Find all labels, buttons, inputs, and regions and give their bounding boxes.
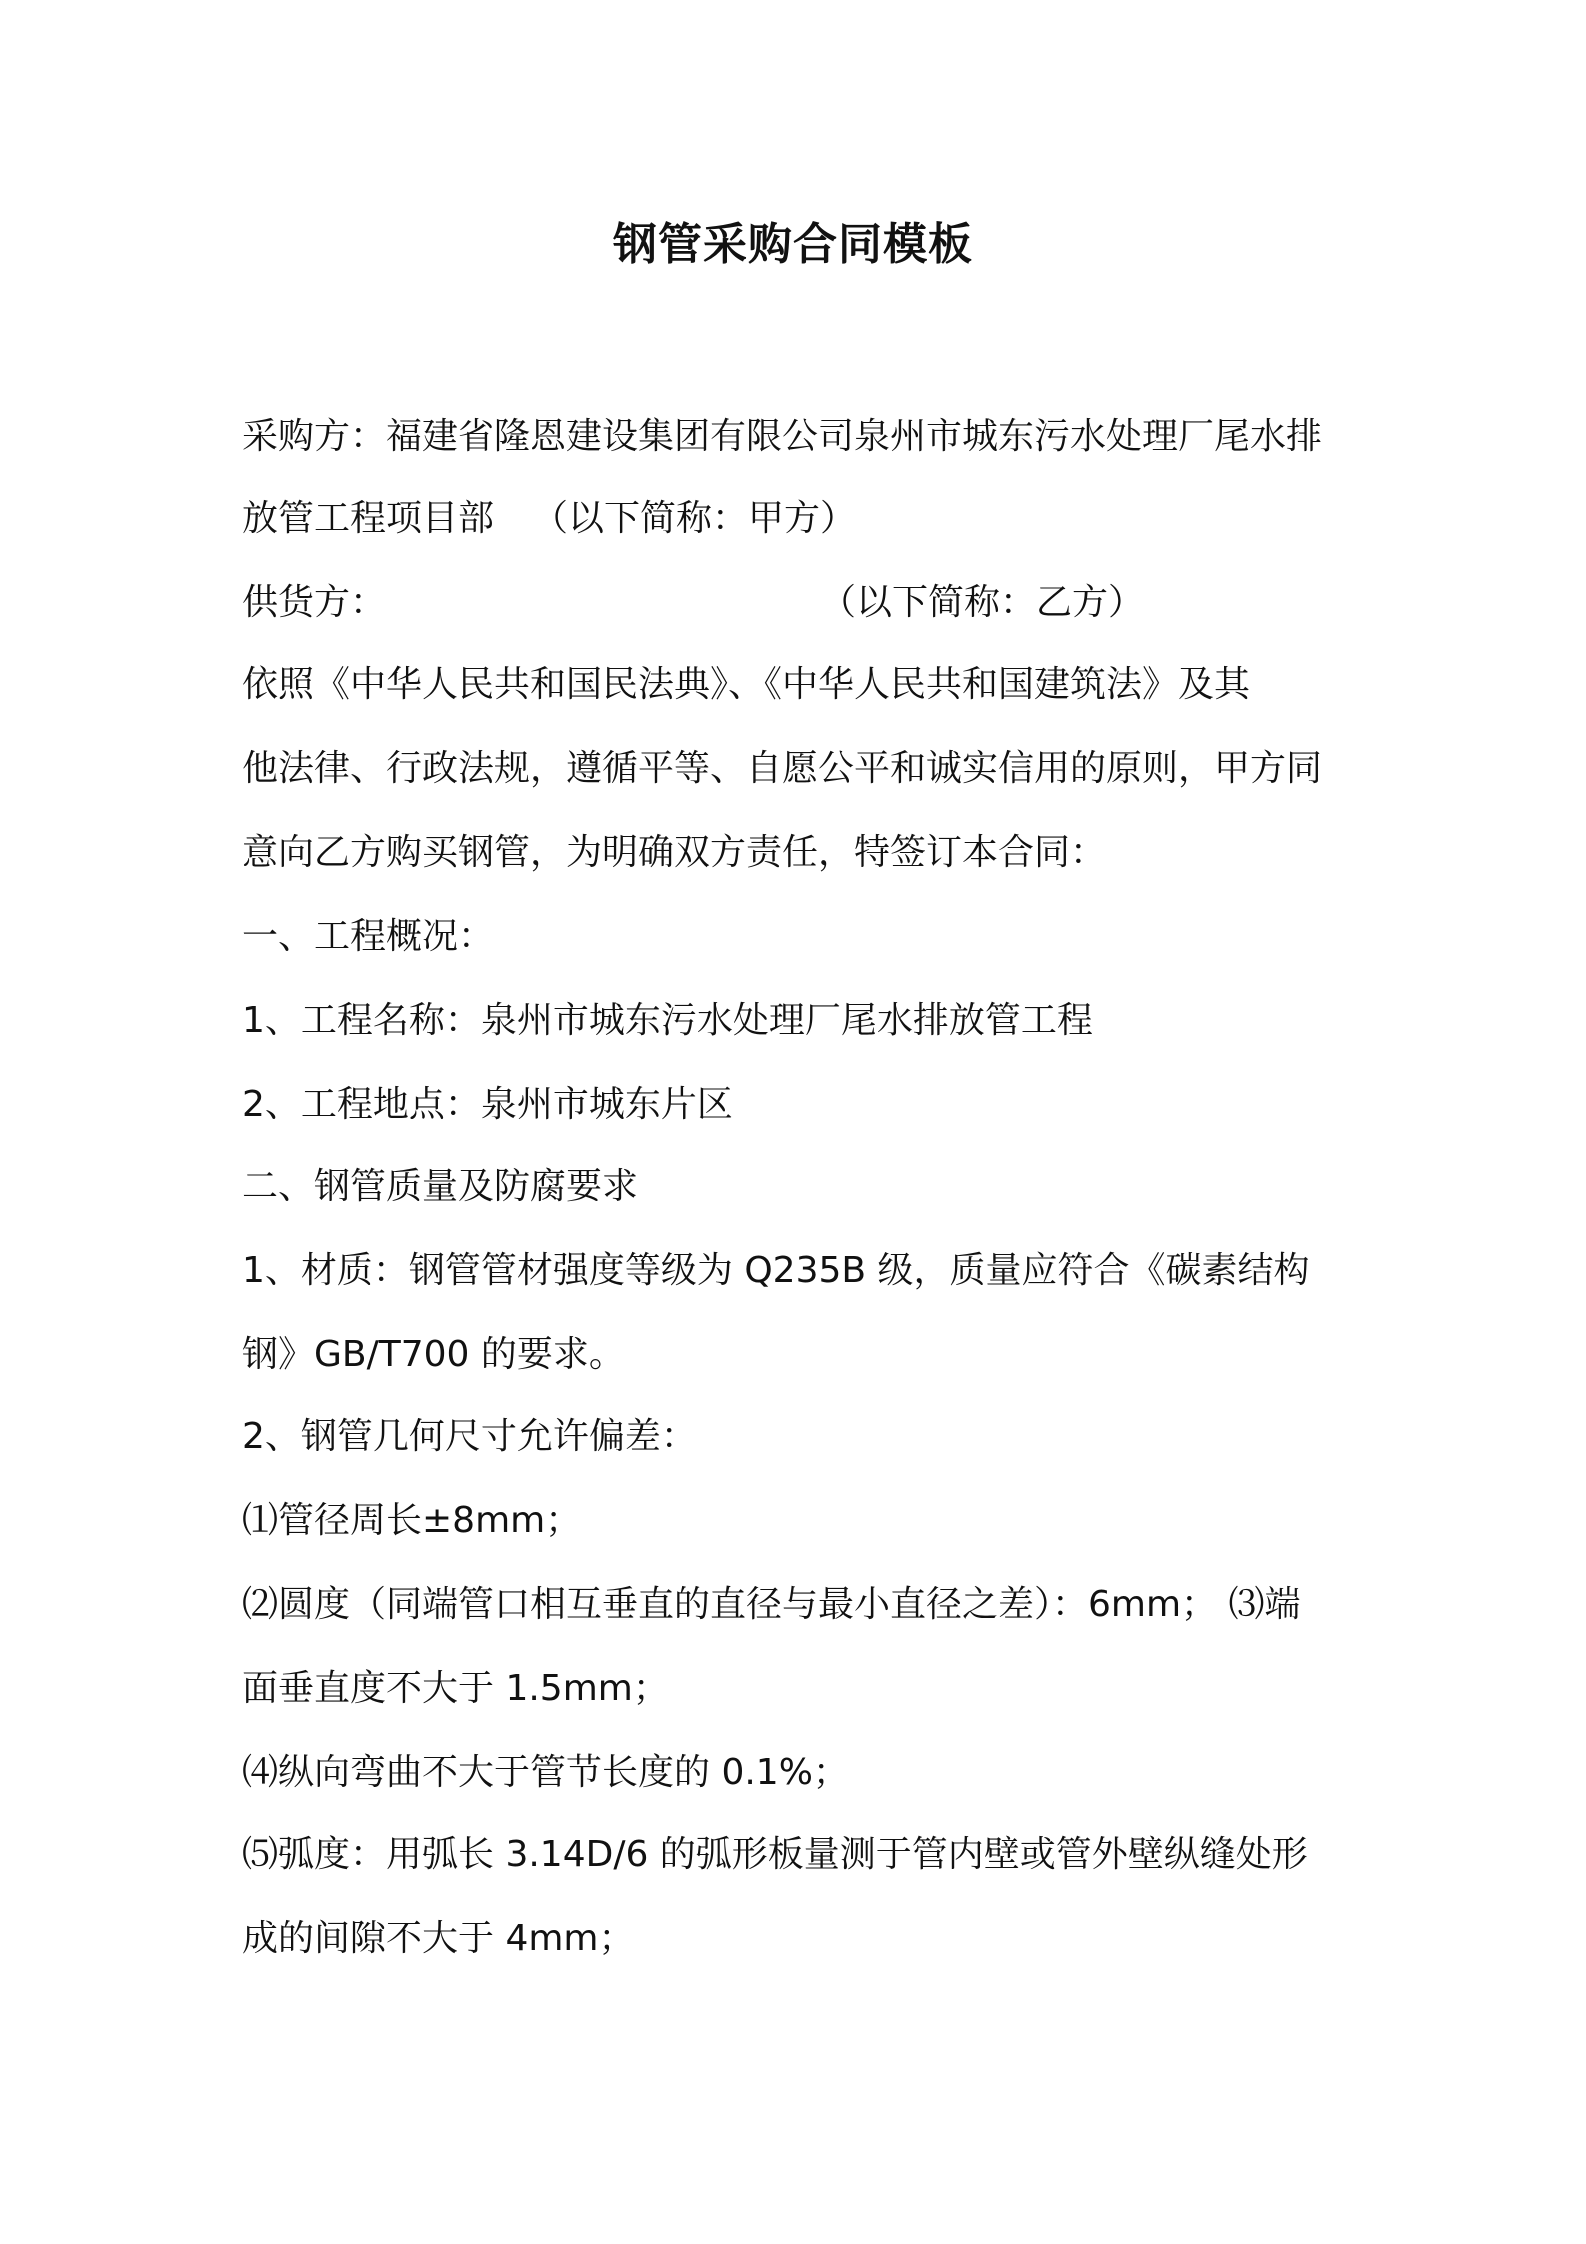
preamble-line: 他法律、行政法规，遵循平等、自愿公平和诚实信用的原则，甲方同 — [242, 748, 1323, 789]
document-title: 钢管采购合同模板 — [613, 219, 973, 270]
quality-line: ⑷纵向弯曲不大于管节长度的 0.1%； — [242, 1752, 849, 1793]
supplier-abbreviation: （以下简称：乙方） — [820, 582, 1145, 623]
project-location-item: 2、工程地点：泉州市城东片区 — [242, 1084, 733, 1125]
buyer-line-1: 采购方：福建省隆恩建设集团有限公司泉州市城东污水处理厂尾水排 — [242, 416, 1323, 457]
quality-line: ⑸弧度：用弧长 3.14D/6 的弧形板量测于管内壁或管外壁纵缝处形 — [242, 1834, 1308, 1875]
buyer-line-2: 放管工程项目部 — [242, 498, 495, 539]
quality-line: 面垂直度不大于 1.5mm； — [242, 1668, 669, 1709]
project-name-item: 1、工程名称：泉州市城东污水处理厂尾水排放管工程 — [242, 1000, 1093, 1041]
supplier-label: 供货方： — [242, 582, 387, 623]
buyer-abbreviation: （以下简称：甲方） — [532, 498, 857, 539]
preamble-line: 意向乙方购买钢管，为明确双方责任，特签订本合同： — [242, 832, 1107, 873]
quality-line: 2、钢管几何尺寸允许偏差： — [242, 1416, 697, 1457]
section-heading-quality: 二、钢管质量及防腐要求 — [242, 1166, 639, 1207]
quality-line: 1、材质：钢管管材强度等级为 Q235B 级，质量应符合《碳素结构 — [242, 1250, 1310, 1291]
quality-line: ⑴管径周长±8mm； — [242, 1500, 582, 1541]
preamble-line: 依照《中华人民共和国民法典》、《中华人民共和国建筑法》及其 — [242, 664, 1251, 705]
quality-line: 钢》GB/T700 的要求。 — [242, 1334, 625, 1375]
quality-line: ⑵圆度（同端管口相互垂直的直径与最小直径之差）：6mm； ⑶端 — [242, 1584, 1301, 1625]
quality-line: 成的间隙不大于 4mm； — [242, 1918, 635, 1959]
section-heading-project-overview: 一、工程概况： — [242, 916, 495, 957]
